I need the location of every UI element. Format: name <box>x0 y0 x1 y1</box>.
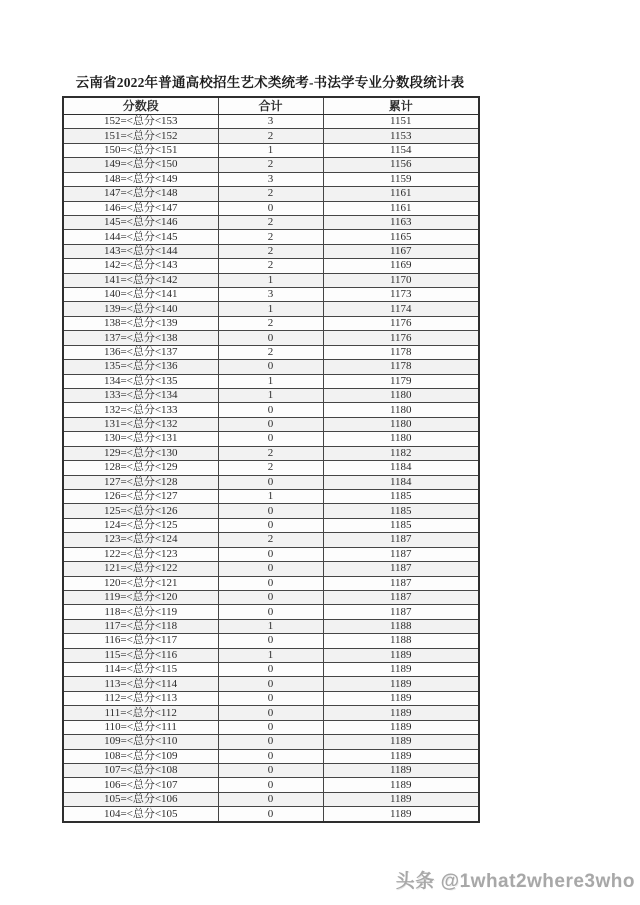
cumulative-cell: 1180 <box>323 432 479 446</box>
table-row <box>63 489 479 503</box>
count-cell: 3 <box>218 115 323 129</box>
count-cell: 0 <box>218 792 323 806</box>
cumulative-cell: 1178 <box>323 360 479 374</box>
score-range-cell: 145=<总分<146 <box>63 215 218 229</box>
cumulative-cell: 1188 <box>323 619 479 633</box>
table-row <box>63 691 479 705</box>
score-range-cell: 126=<总分<127 <box>63 489 218 503</box>
score-range-cell: 142=<总分<143 <box>63 259 218 273</box>
score-range-cell: 116=<总分<117 <box>63 634 218 648</box>
cumulative-cell: 1185 <box>323 489 479 503</box>
count-cell: 1 <box>218 374 323 388</box>
count-cell: 2 <box>218 446 323 460</box>
count-cell: 2 <box>218 345 323 359</box>
count-cell: 1 <box>218 489 323 503</box>
count-cell: 2 <box>218 259 323 273</box>
table-row <box>63 677 479 691</box>
cumulative-cell: 1187 <box>323 547 479 561</box>
score-range-cell: 132=<总分<133 <box>63 403 218 417</box>
table-row <box>63 158 479 172</box>
cumulative-cell: 1174 <box>323 302 479 316</box>
table-row <box>63 302 479 316</box>
cumulative-cell: 1187 <box>323 605 479 619</box>
cumulative-cell: 1187 <box>323 562 479 576</box>
count-cell: 0 <box>218 691 323 705</box>
cumulative-cell: 1187 <box>323 533 479 547</box>
score-range-cell: 119=<总分<120 <box>63 590 218 604</box>
table-row <box>63 143 479 157</box>
count-cell: 0 <box>218 417 323 431</box>
score-range-cell: 139=<总分<140 <box>63 302 218 316</box>
count-cell: 0 <box>218 763 323 777</box>
count-cell: 0 <box>218 720 323 734</box>
score-range-cell: 118=<总分<119 <box>63 605 218 619</box>
cumulative-cell: 1189 <box>323 778 479 792</box>
cumulative-cell: 1189 <box>323 763 479 777</box>
cumulative-cell: 1184 <box>323 475 479 489</box>
watermark <box>396 866 635 893</box>
score-range-cell: 108=<总分<109 <box>63 749 218 763</box>
table-row <box>63 461 479 475</box>
score-range-cell: 131=<总分<132 <box>63 417 218 431</box>
cumulative-cell: 1154 <box>323 143 479 157</box>
count-cell: 2 <box>218 533 323 547</box>
cumulative-cell: 1187 <box>323 576 479 590</box>
score-range-cell: 105=<总分<106 <box>63 792 218 806</box>
count-cell: 0 <box>218 562 323 576</box>
score-range-cell: 109=<总分<110 <box>63 735 218 749</box>
count-cell: 0 <box>218 360 323 374</box>
count-cell: 1 <box>218 619 323 633</box>
count-cell: 2 <box>218 244 323 258</box>
cumulative-cell: 1159 <box>323 172 479 186</box>
table-row <box>63 547 479 561</box>
table-row <box>63 533 479 547</box>
score-range-cell: 110=<总分<111 <box>63 720 218 734</box>
table-row <box>63 316 479 330</box>
score-range-cell: 138=<总分<139 <box>63 316 218 330</box>
score-range-cell: 124=<总分<125 <box>63 518 218 532</box>
count-cell: 0 <box>218 576 323 590</box>
count-cell: 0 <box>218 634 323 648</box>
count-cell: 1 <box>218 273 323 287</box>
score-range-cell: 140=<总分<141 <box>63 288 218 302</box>
cumulative-cell: 1189 <box>323 735 479 749</box>
score-range-cell: 151=<总分<152 <box>63 129 218 143</box>
count-cell: 3 <box>218 288 323 302</box>
score-range-cell: 141=<总分<142 <box>63 273 218 287</box>
cumulative-cell: 1151 <box>323 115 479 129</box>
count-cell: 0 <box>218 778 323 792</box>
table-row <box>63 735 479 749</box>
count-cell: 0 <box>218 663 323 677</box>
table-row <box>63 619 479 633</box>
table-row <box>63 720 479 734</box>
table-row <box>63 115 479 129</box>
table-row <box>63 345 479 359</box>
table-row <box>63 807 479 822</box>
score-range-cell: 106=<总分<107 <box>63 778 218 792</box>
count-cell: 0 <box>218 518 323 532</box>
table-row <box>63 129 479 143</box>
count-cell: 0 <box>218 807 323 822</box>
score-range-cell: 137=<总分<138 <box>63 331 218 345</box>
score-range-cell: 127=<总分<128 <box>63 475 218 489</box>
col-header-score-range: 分数段 <box>63 97 218 115</box>
count-cell: 0 <box>218 504 323 518</box>
score-range-cell: 134=<总分<135 <box>63 374 218 388</box>
count-cell: 2 <box>218 230 323 244</box>
table-row <box>63 201 479 215</box>
table-row <box>63 504 479 518</box>
cumulative-cell: 1180 <box>323 389 479 403</box>
table-row <box>63 778 479 792</box>
score-range-cell: 122=<总分<123 <box>63 547 218 561</box>
count-cell: 2 <box>218 461 323 475</box>
count-cell: 2 <box>218 129 323 143</box>
cumulative-cell: 1189 <box>323 807 479 822</box>
table-body <box>63 115 479 823</box>
cumulative-cell: 1161 <box>323 187 479 201</box>
score-range-cell: 121=<总分<122 <box>63 562 218 576</box>
count-cell: 2 <box>218 215 323 229</box>
count-cell: 0 <box>218 749 323 763</box>
header-row <box>63 97 479 115</box>
table-row <box>63 518 479 532</box>
cumulative-cell: 1165 <box>323 230 479 244</box>
count-cell: 0 <box>218 605 323 619</box>
count-cell: 2 <box>218 158 323 172</box>
cumulative-cell: 1179 <box>323 374 479 388</box>
score-range-cell: 144=<总分<145 <box>63 230 218 244</box>
score-range-cell: 147=<总分<148 <box>63 187 218 201</box>
count-cell: 0 <box>218 201 323 215</box>
count-cell: 0 <box>218 403 323 417</box>
score-range-cell: 133=<总分<134 <box>63 389 218 403</box>
score-distribution-table <box>62 96 480 823</box>
cumulative-cell: 1189 <box>323 749 479 763</box>
table-row <box>63 749 479 763</box>
count-cell: 0 <box>218 590 323 604</box>
table-row <box>63 590 479 604</box>
table-row <box>63 706 479 720</box>
count-cell: 0 <box>218 331 323 345</box>
col-header-cumulative: 累计 <box>323 97 479 115</box>
table-row <box>63 417 479 431</box>
score-range-cell: 123=<总分<124 <box>63 533 218 547</box>
count-cell: 2 <box>218 187 323 201</box>
score-range-cell: 111=<总分<112 <box>63 706 218 720</box>
cumulative-cell: 1180 <box>323 403 479 417</box>
table-row <box>63 605 479 619</box>
cumulative-cell: 1169 <box>323 259 479 273</box>
score-range-cell: 128=<总分<129 <box>63 461 218 475</box>
cumulative-cell: 1189 <box>323 691 479 705</box>
table-row <box>63 331 479 345</box>
count-cell: 1 <box>218 648 323 662</box>
table-row <box>63 792 479 806</box>
cumulative-cell: 1153 <box>323 129 479 143</box>
score-range-cell: 114=<总分<115 <box>63 663 218 677</box>
score-range-cell: 112=<总分<113 <box>63 691 218 705</box>
score-range-cell: 146=<总分<147 <box>63 201 218 215</box>
table-row <box>63 648 479 662</box>
cumulative-cell: 1185 <box>323 504 479 518</box>
score-range-cell: 115=<总分<116 <box>63 648 218 662</box>
cumulative-cell: 1180 <box>323 417 479 431</box>
count-cell: 0 <box>218 706 323 720</box>
cumulative-cell: 1187 <box>323 590 479 604</box>
count-cell: 0 <box>218 432 323 446</box>
cumulative-cell: 1189 <box>323 677 479 691</box>
cumulative-cell: 1188 <box>323 634 479 648</box>
cumulative-cell: 1189 <box>323 648 479 662</box>
cumulative-cell: 1163 <box>323 215 479 229</box>
col-header-count: 合计 <box>218 97 323 115</box>
score-range-cell: 113=<总分<114 <box>63 677 218 691</box>
cumulative-cell: 1189 <box>323 720 479 734</box>
count-cell: 0 <box>218 677 323 691</box>
count-cell: 1 <box>218 143 323 157</box>
cumulative-cell: 1184 <box>323 461 479 475</box>
table-row <box>63 634 479 648</box>
table-row <box>63 215 479 229</box>
score-range-cell: 130=<总分<131 <box>63 432 218 446</box>
score-range-cell: 143=<总分<144 <box>63 244 218 258</box>
watermark-text: 头条 @1what2where3who <box>395 871 635 892</box>
cumulative-cell: 1167 <box>323 244 479 258</box>
cumulative-cell: 1176 <box>323 316 479 330</box>
score-range-cell: 148=<总分<149 <box>63 172 218 186</box>
page-title: 云南省2022年普通高校招生艺术类统考-书法学专业分数段统计表 <box>75 75 465 90</box>
table-row <box>63 259 479 273</box>
score-range-cell: 107=<总分<108 <box>63 763 218 777</box>
cumulative-cell: 1173 <box>323 288 479 302</box>
count-cell: 0 <box>218 547 323 561</box>
count-cell: 0 <box>218 475 323 489</box>
table-row <box>63 576 479 590</box>
table-row <box>63 187 479 201</box>
score-range-cell: 150=<总分<151 <box>63 143 218 157</box>
table-row <box>63 475 479 489</box>
table-row <box>63 288 479 302</box>
cumulative-cell: 1189 <box>323 663 479 677</box>
table-row <box>63 273 479 287</box>
table-row <box>63 663 479 677</box>
score-range-cell: 136=<总分<137 <box>63 345 218 359</box>
count-cell: 1 <box>218 389 323 403</box>
cumulative-cell: 1161 <box>323 201 479 215</box>
cumulative-cell: 1189 <box>323 706 479 720</box>
score-range-cell: 152=<总分<153 <box>63 115 218 129</box>
count-cell: 0 <box>218 735 323 749</box>
score-range-cell: 135=<总分<136 <box>63 360 218 374</box>
count-cell: 3 <box>218 172 323 186</box>
table-row <box>63 172 479 186</box>
table-row <box>63 244 479 258</box>
score-range-cell: 117=<总分<118 <box>63 619 218 633</box>
table-row <box>63 763 479 777</box>
table-row <box>63 562 479 576</box>
cumulative-cell: 1178 <box>323 345 479 359</box>
table-row <box>63 360 479 374</box>
table-row <box>63 374 479 388</box>
table-header <box>63 97 479 115</box>
table-row <box>63 403 479 417</box>
score-range-cell: 125=<总分<126 <box>63 504 218 518</box>
score-range-cell: 104=<总分<105 <box>63 807 218 822</box>
cumulative-cell: 1170 <box>323 273 479 287</box>
table-row <box>63 446 479 460</box>
cumulative-cell: 1185 <box>323 518 479 532</box>
table-row <box>63 230 479 244</box>
score-range-cell: 149=<总分<150 <box>63 158 218 172</box>
cumulative-cell: 1176 <box>323 331 479 345</box>
cumulative-cell: 1189 <box>323 792 479 806</box>
score-range-cell: 120=<总分<121 <box>63 576 218 590</box>
count-cell: 1 <box>218 302 323 316</box>
score-range-cell: 129=<总分<130 <box>63 446 218 460</box>
cumulative-cell: 1182 <box>323 446 479 460</box>
count-cell: 2 <box>218 316 323 330</box>
table-row <box>63 432 479 446</box>
cumulative-cell: 1156 <box>323 158 479 172</box>
table-row <box>63 389 479 403</box>
